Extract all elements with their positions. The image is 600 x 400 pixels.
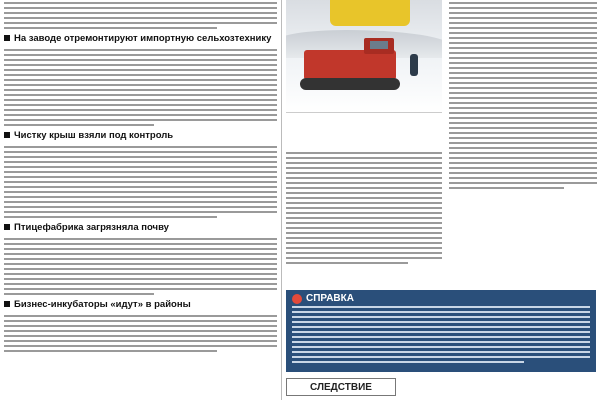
headline-text: Чистку крыш взяли под контроль — [14, 130, 174, 141]
info-box — [286, 290, 596, 372]
article-body-2 — [4, 144, 277, 218]
snow-vehicle-photo — [286, 0, 442, 113]
middle-article-body — [286, 150, 442, 267]
section-label: СЛЕДСТВИЕ — [286, 378, 396, 396]
article-headline-3[interactable] — [4, 222, 277, 233]
headline-text: Птицефабрика загрязняла почву — [14, 222, 169, 233]
bullet-icon — [4, 132, 10, 138]
article-headline-1[interactable] — [4, 33, 277, 44]
right-article-body — [449, 0, 597, 189]
article-headline-4[interactable] — [4, 299, 277, 310]
article-body-3 — [4, 236, 277, 295]
headline-text: Бизнес-инкубаторы «идут» в районы — [14, 299, 191, 310]
article-headline-2[interactable] — [4, 130, 277, 141]
left-column — [0, 0, 282, 400]
info-box-title — [292, 293, 590, 304]
intro-text — [4, 0, 277, 29]
info-icon — [292, 294, 302, 304]
headline-text: На заводе отремонтируют импортную сельхозтехнику — [14, 33, 272, 44]
article-body-4 — [4, 313, 277, 352]
red-vehicle — [304, 50, 396, 80]
yellow-vehicle — [330, 0, 410, 26]
info-box-title-text: СПРАВКА — [306, 293, 354, 304]
bullet-icon — [4, 301, 10, 307]
info-box-body — [292, 304, 590, 363]
bullet-icon — [4, 224, 10, 230]
bullet-icon — [4, 35, 10, 41]
person-figure — [410, 54, 418, 76]
article-body-1 — [4, 47, 277, 126]
